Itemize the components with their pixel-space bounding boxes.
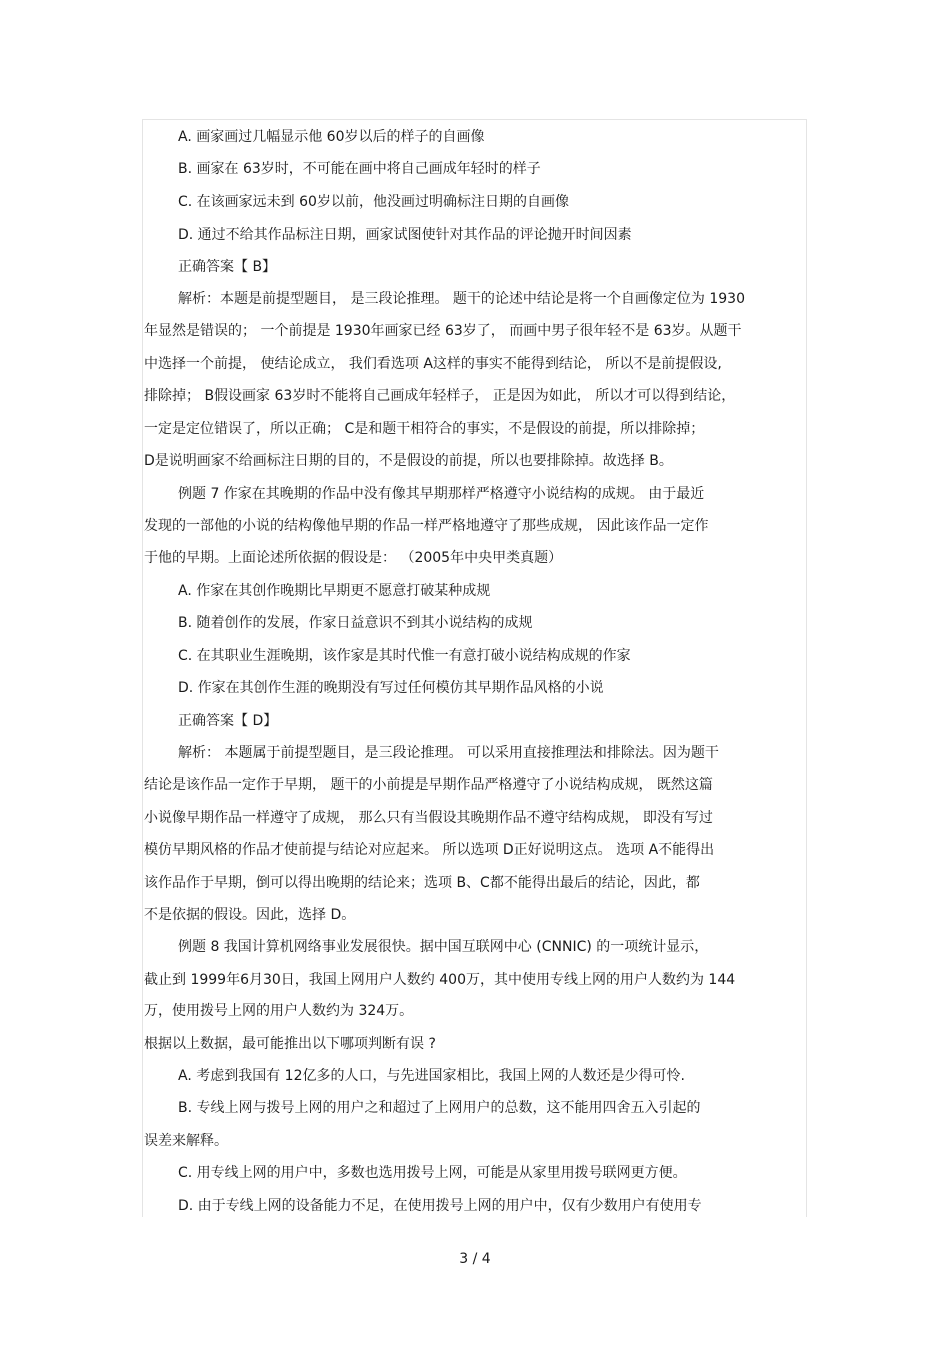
analysis-line: 结论是该作品一定作于早期， 题干的小前提是早期作品严格遵守了小说结构成规， 既然这篇 — [144, 777, 713, 793]
option-a-text: A. 作家在其创作晚期比早期更不愿意打破某种成规 — [178, 583, 491, 599]
analysis-line: 年显然是错误的； 一个前提是 1930年画家已经 63岁了， 而画中男子很年轻不是 63岁。从题干 — [144, 323, 742, 339]
analysis-line: 中选择一个前提， 使结论成立， 我们看选项 A这样的事实不能得到结论， 所以不是前提假设, — [144, 356, 722, 372]
example-8-prompt: 根据以上数据，最可能推出以下哪项判断有误 ? — [144, 1036, 436, 1052]
example-8-question: 截止到 1999年6月30日，我国上网用户人数约 400万，其中使用专线上网的用户人数约为 144 — [144, 972, 736, 988]
option-b-text: B. 专线上网与拨号上网的用户之和超过了上网用户的总数，这不能用四舍五入引起的 — [178, 1100, 701, 1116]
option-b-text: B. 画家在 63岁时，不可能在画中将自己画成年轻时的样子 — [178, 161, 541, 177]
analysis-line: 解析：本题是前提型题目， 是三段论推理。 题干的论述中结论是将一个自画像定位为 1930 — [178, 291, 745, 307]
analysis-line: 小说像早期作品一样遵守了成规， 那么只有当假设其晚期作品不遵守结构成规， 即没有写过 — [144, 810, 713, 826]
example-8-question: 万，使用拨号上网的用户人数约为 324万。 — [144, 1003, 414, 1019]
example-7-question: 于他的早期。上面论述所依据的假设是： （2005年中央甲类真题） — [144, 550, 563, 566]
option-b-text: B. 随着创作的发展，作家日益意识不到其小说结构的成规 — [178, 615, 533, 631]
option-c-text: C. 在该画家远未到 60岁以前，他没画过明确标注日期的自画像 — [178, 194, 569, 210]
analysis-line: D是说明画家不给画标注日期的目的，不是假设的前提，所以也要排除掉。故选择 B。 — [144, 453, 673, 469]
option-b-continuation: 误差来解释。 — [144, 1133, 228, 1149]
analysis-line: 该作品作于早期，倒可以得出晚期的结论来；选项 B、C都不能得出最后的结论，因此，都 — [144, 875, 700, 891]
option-a-text: A. 画家画过几幅显示他 60岁以后的样子的自画像 — [178, 129, 485, 145]
example-7-question: 例题 7 作家在其晚期的作品中没有像其早期那样严格遵守小说结构的成规。 由于最近 — [178, 486, 705, 502]
option-c-text: C. 在其职业生涯晚期，该作家是其时代惟一有意打破小说结构成规的作家 — [178, 648, 631, 664]
analysis-line: 排除掉； B假设画家 63岁时不能将自己画成年轻样子， 正是因为如此， 所以才可以得到结论， — [144, 388, 736, 404]
analysis-line: 解析： 本题属于前提型题目，是三段论推理。 可以采用直接推理法和排除法。因为题干 — [178, 745, 719, 761]
answer-line: 正确答案【 B】 — [178, 259, 277, 275]
option-c-text: C. 用专线上网的用户中，多数也选用拨号上网，可能是从家里用拨号联网更方便。 — [178, 1165, 687, 1181]
option-d-text: D. 通过不给其作品标注日期，画家试图使针对其作品的评论抛开时间因素 — [178, 227, 632, 243]
analysis-line: 模仿早期风格的作品才使前提与结论对应起来。 所以选项 D正好说明这点。 选项 A不能得出 — [144, 842, 715, 858]
option-d-text: D. 由于专线上网的设备能力不足，在使用拨号上网的用户中，仅有少数用户有使用专 — [178, 1198, 702, 1214]
analysis-line: 一定是定位错误了，所以正确； C是和题干相符合的事实，不是假设的前提，所以排除掉； — [144, 421, 705, 437]
option-d-text: D. 作家在其创作生涯的晚期没有写过任何模仿其早期作品风格的小说 — [178, 680, 604, 696]
example-7-question: 发现的一部他的小说的结构像他早期的作品一样严格地遵守了那些成规， 因此该作品一定作 — [144, 518, 709, 534]
answer-line: 正确答案【 D】 — [178, 713, 278, 729]
example-8-question: 例题 8 我国计算机网络事业发展很快。据中国互联网中心 (CNNIC) 的一项统计显示， — [178, 939, 709, 955]
analysis-line: 不是依据的假设。因此，选择 D。 — [144, 907, 356, 923]
option-a-text: A. 考虑到我国有 12亿多的人口，与先进国家相比，我国上网的人数还是少得可怜. — [178, 1068, 685, 1084]
page-number: 3 / 4 — [459, 1251, 491, 1267]
